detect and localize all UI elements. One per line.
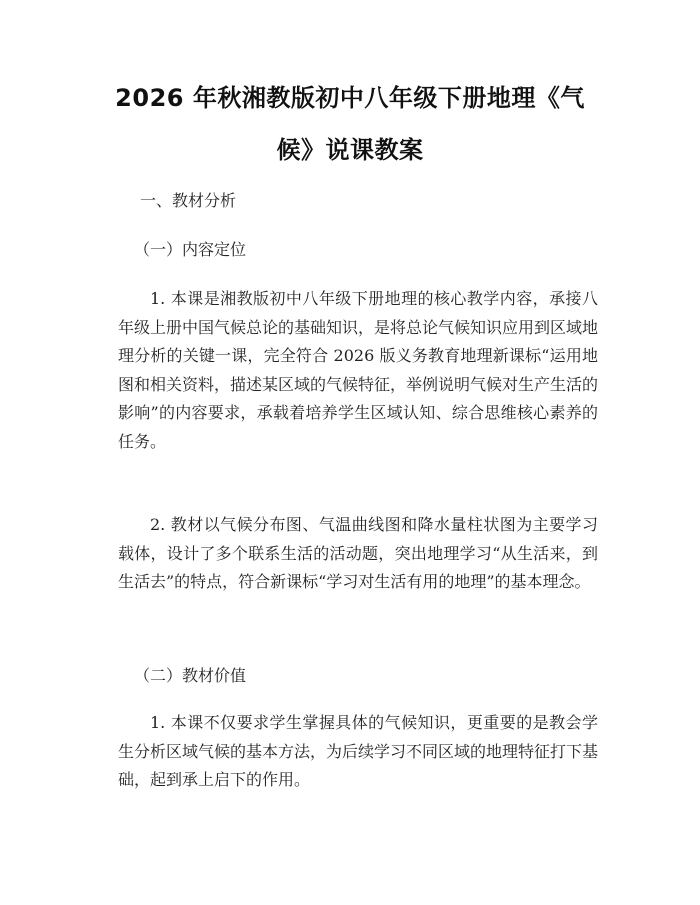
paragraph-content-positioning-1: 1. 本课是湘教版初中八年级下册地理的核心教学内容，承接八年级上册中国气候总论的基础知识，是将总论气候知识应用到区域地理分析的关键一课，完全符合 2026 版义务教育地理新课标“运用地图和相关资料，描述某区域的气候特征，举例说明气候对生产生活的影响”的内容要求，承载着培养学生区域认知、综合思维核心素养的任务。 bbox=[118, 289, 599, 451]
paragraph-content-positioning-2: 2. 教材以气候分布图、气温曲线图和降水量柱状图为主要学习载体，设计了多个联系生活的活动题，突出地理学习“从生活来，到生活去”的特点，符合新课标“学习对生活有用的地理”的基本理念。 bbox=[118, 515, 598, 592]
subsection-heading-content-positioning: （一）内容定位 bbox=[134, 240, 247, 259]
document-title-line-1: 2026 年秋湘教版初中八年级下册地理《气 bbox=[115, 84, 585, 112]
section-heading-textbook-analysis: 一、教材分析 bbox=[140, 191, 237, 210]
document-title-line-2: 候》说课教案 bbox=[276, 136, 424, 164]
subsection-heading-textbook-value: （二）教材价值 bbox=[134, 666, 247, 685]
paragraph-textbook-value-1: 1. 本课不仅要求学生掌握具体的气候知识，更重要的是教会学生分析区域气候的基本方法，为后续学习不同区域的地理特征打下基础，起到承上启下的作用。 bbox=[118, 713, 599, 790]
